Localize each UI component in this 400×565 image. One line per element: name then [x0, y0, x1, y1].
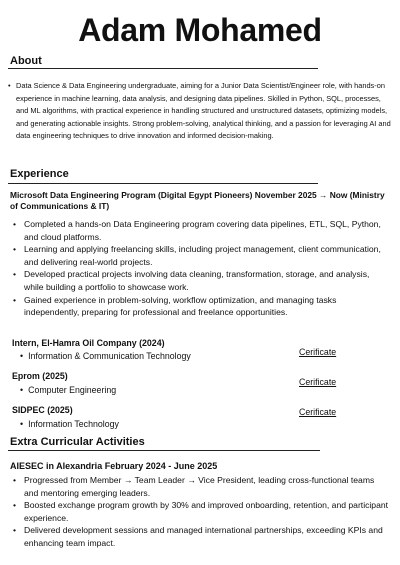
- certificate-link-elhamra[interactable]: Cerificate: [299, 347, 337, 357]
- about-divider: [8, 68, 318, 69]
- certificate-link-sidpec[interactable]: Cerificate: [299, 407, 337, 417]
- list-item: • Learning and applying freelancing skills, including project management, client communication, and delivering real-world projects.: [10, 243, 390, 268]
- activities-divider: [8, 450, 320, 451]
- entry-title-eprom: Eprom (2025): [12, 371, 68, 381]
- entry-sub-elhamra: • Information & Communication Technology: [20, 350, 191, 362]
- list-item: • Completed a hands-on Data Engineering program covering data pipelines, ETL, SQL, Python, and cloud platforms.: [10, 218, 390, 243]
- about-heading: About: [10, 55, 42, 67]
- activities-heading: Extra Curricular Activities: [10, 436, 145, 448]
- list-item: • Delivered development sessions and managed international partnerships, exceeding KPIs and enhancing team impact.: [10, 524, 390, 549]
- certificate-link-eprom[interactable]: Cerificate: [299, 377, 337, 387]
- experience-heading: Experience: [10, 168, 69, 180]
- role-title-microsoft: Microsoft Data Engineering Program (Digital Egypt Pioneers) November 2025 → Now (Ministry of Communications & IT): [10, 190, 385, 211]
- activity-org: AIESEC in Alexandria February 2024 - June 2025: [10, 461, 218, 471]
- activity-bullets: [10, 474, 390, 550]
- list-item: • Developed practical projects involving data cleaning, transformation, storage, and analysis, while building a portfolio to showcase work.: [10, 268, 390, 293]
- candidate-name: Adam Mohamed: [78, 12, 322, 48]
- list-item: • Gained experience in problem-solving, workflow optimization, and managing tasks independently, preparing for professional and freelance opportunities.: [10, 294, 390, 319]
- list-item: • Boosted exchange program growth by 30% and improved onboarding, retention, and participant experience.: [10, 499, 390, 524]
- experience-divider: [8, 183, 318, 184]
- role-bullets-microsoft: [10, 218, 390, 319]
- entry-title-elhamra: Intern, El-Hamra Oil Company (2024): [12, 338, 165, 348]
- entry-sub-sidpec: • Information Technology: [20, 418, 119, 430]
- about-section: [8, 80, 392, 143]
- entry-sub-eprom: • Computer Engineering: [20, 384, 116, 396]
- list-item: • Progressed from Member → Team Leader → Vice President, leading cross-functional teams and mentoring emerging leaders.: [10, 474, 390, 499]
- about-text: • Data Science & Data Engineering undergraduate, aiming for a Junior Data Scientist/Engineer role, with hands-on experience in machine learning, data analysis, and designing data pipelines. Skilled in Python, SQL, processes, and ML algorithms, with practical experience in handling structured and unstructured datasets, optimizing models, and generating actionable insights. Strong problem-solving, analytical thinking, and a passion for leveraging AI and data engineering techniques to drive innovation and informed decision-making.: [8, 80, 392, 143]
- entry-title-sidpec: SIDPEC (2025): [12, 405, 73, 415]
